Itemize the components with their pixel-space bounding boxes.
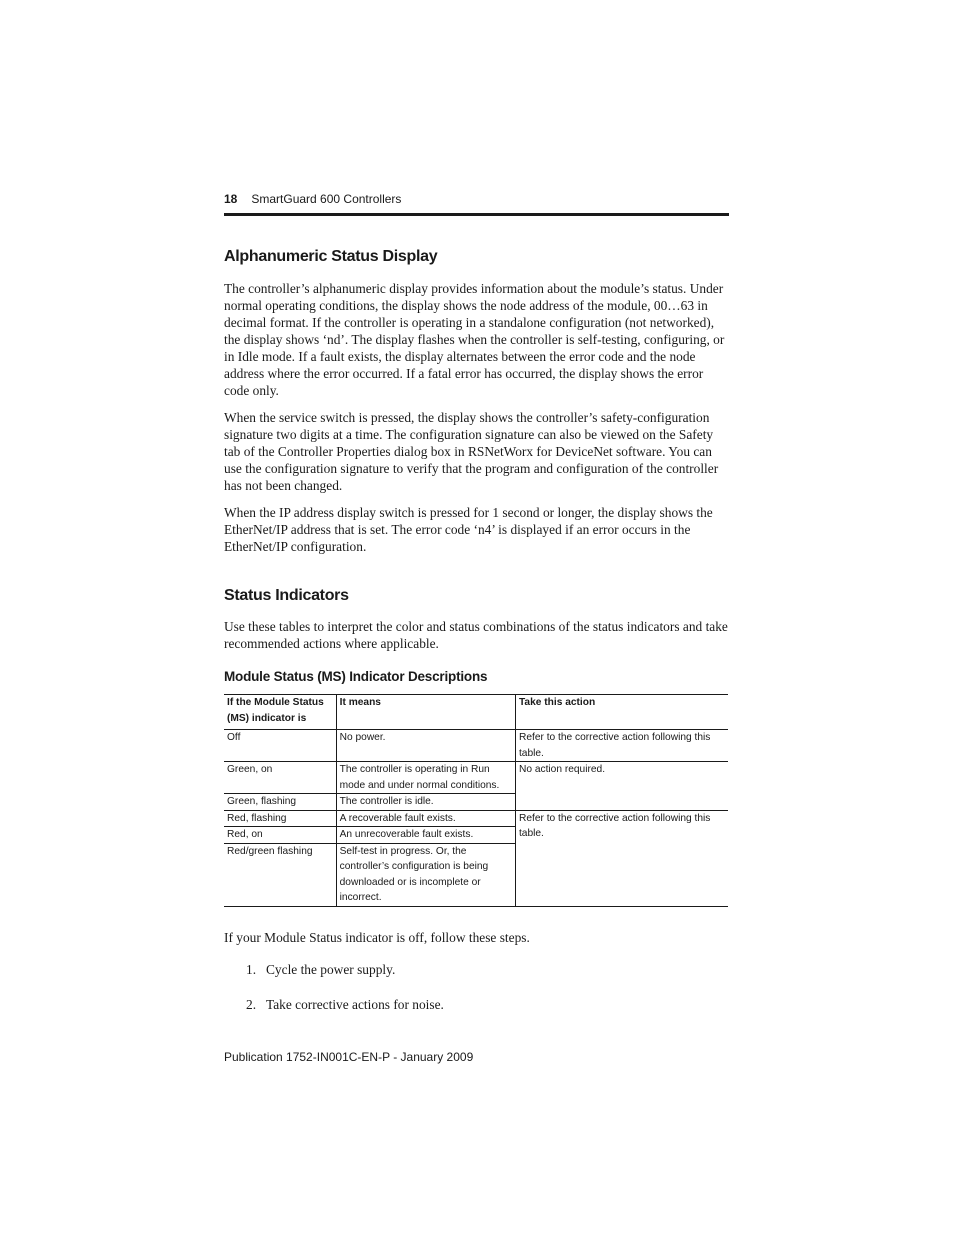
- cell-meaning: The controller is operating in Run mode and under normal conditions.: [336, 762, 515, 794]
- header-rule: [224, 213, 729, 216]
- table-row: [224, 810, 728, 827]
- cell-meaning: A recoverable fault exists.: [336, 810, 515, 827]
- paragraph-display-overview: The controller’s alphanumeric display provides information about the module’s status. Under normal operating conditions, the display shows the node address of the module, 00…63 in decimal format. If the controller is operating in a standalone configuration (not networked), the display shows ‘nd’. The display flashes when the controller is self-testing, configuring, or in Idle mode. If a fault exists, the display alternates between the error code and the node address where the error occurred. If a fatal error has occurred, the display shows the error code only.: [224, 281, 725, 398]
- cell-indicator: Off: [224, 730, 336, 762]
- cell-meaning: An unrecoverable fault exists.: [336, 827, 515, 844]
- section-heading-alphanumeric: Alphanumeric Status Display: [224, 248, 438, 265]
- cell-indicator: Red/green flashing: [224, 843, 336, 906]
- cell-meaning: Self-test in progress. Or, the controller’s configuration is being downloaded or is incomplete or incorrect.: [336, 843, 515, 906]
- step-text: Take corrective actions for noise.: [266, 997, 444, 1012]
- cell-meaning: The controller is idle.: [336, 794, 515, 811]
- module-status-table: [224, 694, 728, 907]
- paragraph-after-table: If your Module Status indicator is off, follow these steps.: [224, 930, 530, 945]
- page-header: [224, 192, 729, 206]
- step-number: 1.: [246, 962, 257, 977]
- list-item: [246, 962, 395, 978]
- running-title: SmartGuard 600 Controllers: [251, 192, 402, 206]
- paragraph-service-switch: When the service switch is pressed, the display shows the controller’s safety-configuration signature two digits at a time. The configuration signature can also be viewed on the Safety tab of the Controller Properties dialog box in RSNetWorx for DeviceNet software. You can use the configuration signature to verify that the program and configuration of the controller has not been changed.: [224, 410, 719, 493]
- header-indicator: If the Module Status (MS) indicator is: [224, 695, 336, 730]
- header-meaning: It means: [336, 695, 515, 730]
- section-heading-status-indicators: Status Indicators: [224, 587, 349, 604]
- publication-footer: Publication 1752-IN001C-EN-P - January 2009: [224, 1050, 474, 1064]
- table-row: [224, 730, 728, 762]
- cell-indicator: Green, on: [224, 762, 336, 794]
- paragraph-status-intro: Use these tables to interpret the color and status combinations of the status indicators and take recommended actions where applicable.: [224, 619, 728, 651]
- cell-meaning: No power.: [336, 730, 515, 762]
- cell-indicator: Red, flashing: [224, 810, 336, 827]
- list-item: [246, 997, 444, 1013]
- cell-action: Refer to the corrective action following this table.: [515, 810, 728, 906]
- cell-action: Refer to the corrective action following this table.: [515, 730, 728, 762]
- table-title: Module Status (MS) Indicator Descriptions: [224, 669, 488, 684]
- table-header-row: [224, 695, 728, 730]
- table-row: [224, 762, 728, 794]
- header-action: Take this action: [515, 695, 728, 730]
- cell-action: No action required.: [515, 762, 728, 811]
- page-number: 18: [224, 192, 238, 206]
- step-text: Cycle the power supply.: [266, 962, 396, 977]
- cell-indicator: Red, on: [224, 827, 336, 844]
- cell-indicator: Green, flashing: [224, 794, 336, 811]
- step-number: 2.: [246, 997, 257, 1012]
- paragraph-ip-switch: When the IP address display switch is pressed for 1 second or longer, the display shows the EtherNet/IP address that is set. The error code ‘n4’ is displayed if an error occurs in the EtherNet/IP configuration.: [224, 505, 713, 554]
